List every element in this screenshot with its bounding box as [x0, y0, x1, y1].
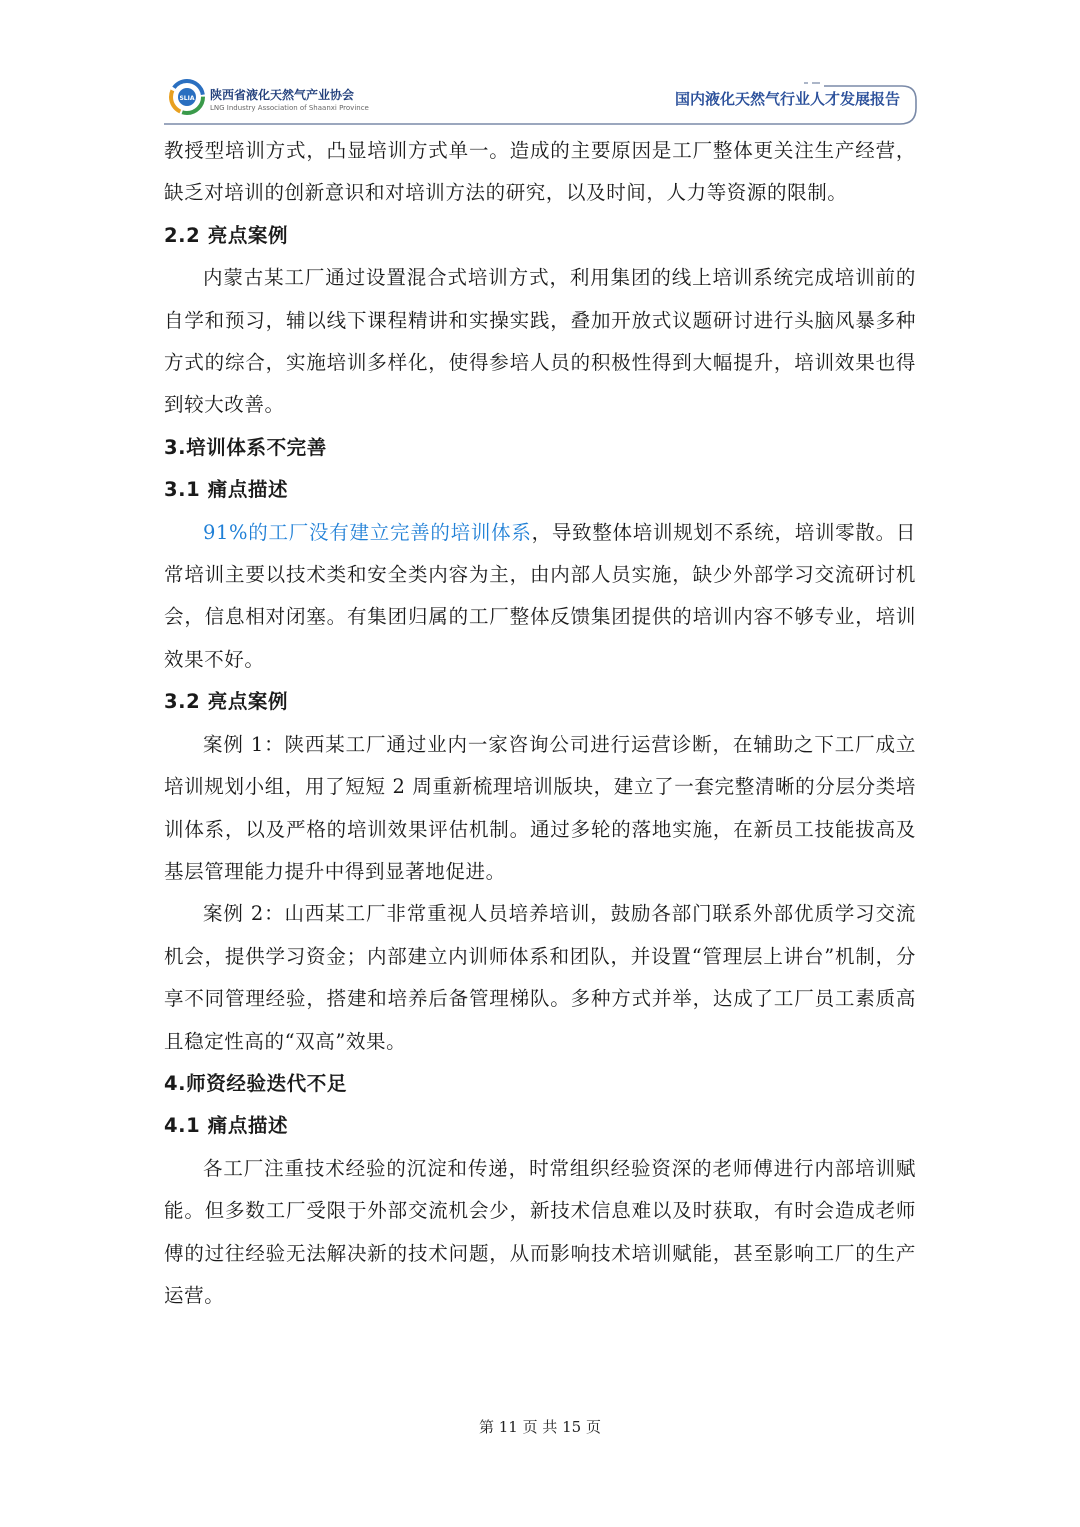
section-heading: 4.师资经验迭代不足: [164, 1071, 347, 1095]
highlighted-statistic: 91%的工厂没有建立完善的培训体系: [203, 520, 532, 544]
section-heading: 4.1 痛点描述: [164, 1114, 289, 1138]
org-name-en: LNG Industry Association of Shaanxi Province: [210, 104, 369, 112]
paragraph: 内蒙古某工厂通过设置混合式培训方式，利用集团的线上培训系统完成培训前的自学和预习，辅以线下课程精讲和实操实践，叠加开放式议题研讨进行头脑风暴多种方式的综合，实施培训多样化，使得参培人员的积极性得到大幅提升，培训效果也得到较大改善。: [164, 266, 916, 417]
paragraph: [164, 512, 916, 682]
section-heading: 3.2 亮点案例: [164, 690, 289, 714]
section-heading: 3.培训体系不完善: [164, 435, 327, 459]
org-name-cn: 陕西省液化天然气产业协会: [210, 88, 355, 102]
document-body: [164, 130, 916, 1317]
report-title: 国内液化天然气行业人才发展报告: [674, 90, 900, 108]
paragraph-text: ，导致整体培训规划不系统，培训零散。日常培训主要以技术类和安全类内容为主，由内部人员实施，缺少外部学习交流研讨机会，信息相对闭塞。有集团归属的工厂整体反馈集团提供的培训内容不够专业，培训效果不好。: [164, 520, 916, 671]
association-logo-icon: [168, 78, 206, 116]
paragraph: 案例 2：山西某工厂非常重视人员培养培训，鼓励各部门联系外部优质学习交流机会，提供学习资金；内部建立内训师体系和团队，并设置“管理层上讲台”机制，分享不同管理经验，搭建和培养后备管理梯队。多种方式并举，达成了工厂员工素质高且稳定性高的“双高”效果。: [164, 902, 916, 1053]
paragraph: 各工厂注重技术经验的沉淀和传递，时常组织经验资深的老师傅进行内部培训赋能。但多数工厂受限于外部交流机会少，新技术信息难以及时获取，有时会造成老师傅的过往经验无法解决新的技术问题，从而影响技术培训赋能，甚至影响工厂的生产运营。: [164, 1156, 916, 1307]
paragraph: 教授型培训方式，凸显培训方式单一。造成的主要原因是工厂整体更关注生产经营，缺乏对培训的创新意识和对培训方法的研究，以及时间，人力等资源的限制。: [164, 139, 916, 205]
paragraph: 案例 1：陕西某工厂通过业内一家咨询公司进行运营诊断，在辅助之下工厂成立培训规划小组，用了短短 2 周重新梳理培训版块，建立了一套完整清晰的分层分类培训体系，以及严格的培训效果评估机制。通过多轮的落地实施，在新员工技能拔高及基层管理能力提升中得到显著地促进。: [164, 732, 916, 883]
section-heading: 3.1 痛点描述: [164, 478, 289, 502]
page-header: [160, 72, 920, 128]
section-heading: 2.2 亮点案例: [164, 223, 289, 247]
page-number: 第 11 页 共 15 页: [478, 1418, 601, 1436]
svg-text:SLIA: SLIA: [179, 95, 195, 102]
